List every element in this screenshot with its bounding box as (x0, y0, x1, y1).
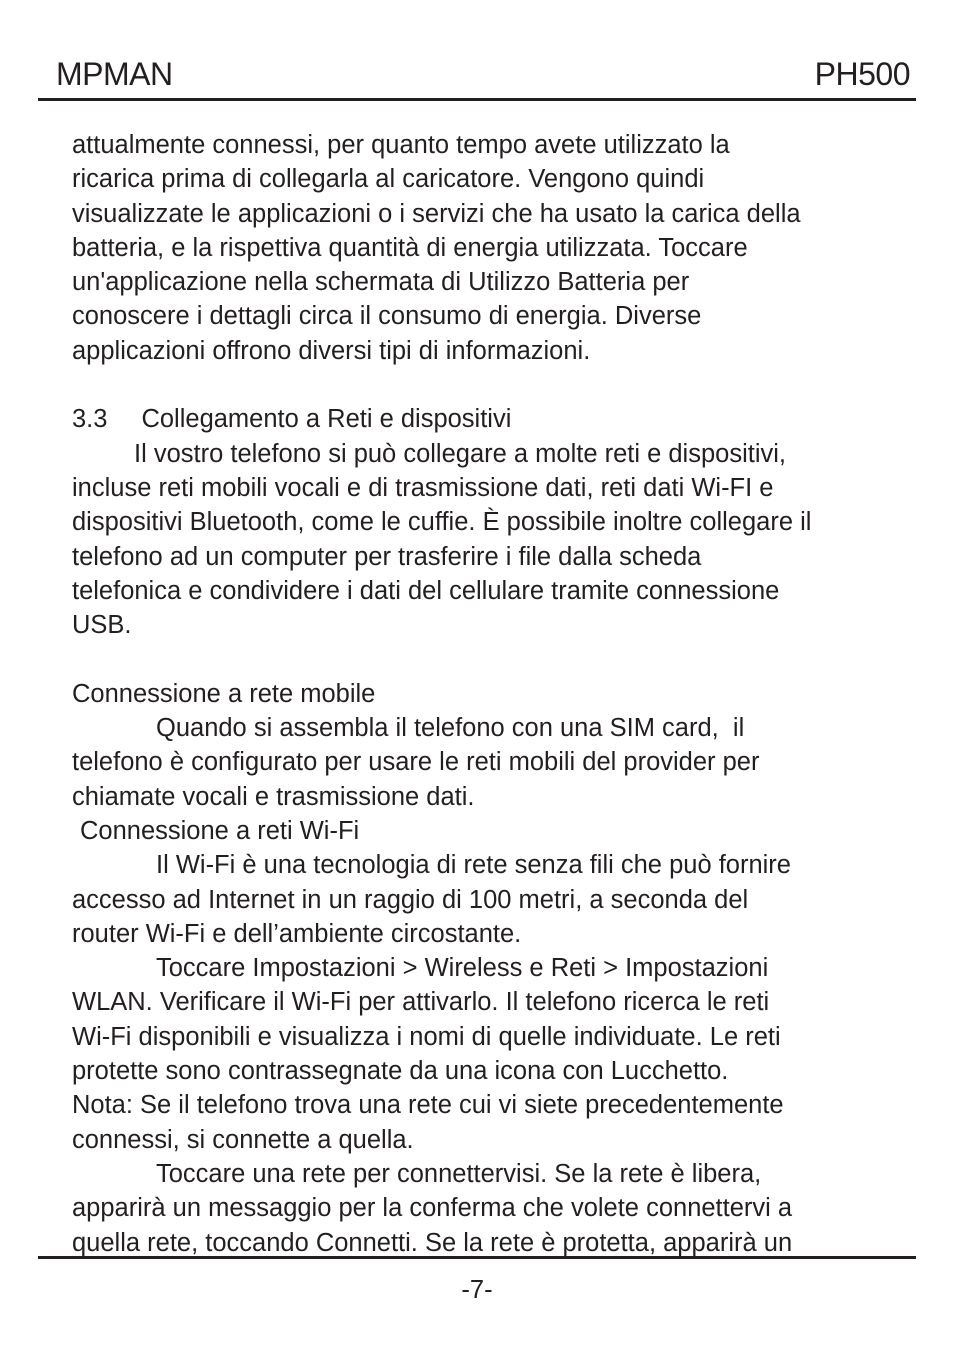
text-line: ricarica prima di collegarla al caricatore. Vengono quindi (72, 165, 705, 194)
section-heading (72, 402, 902, 436)
text-line: visualizzate le applicazioni o i servizi che ha usato la carica della (72, 199, 801, 228)
text-line: router Wi-Fi e dell’ambiente circostante. (72, 919, 522, 948)
text-line: conoscere i dettagli circa il consumo di energia. Diverse (72, 302, 702, 331)
paragraph-battery-usage (72, 128, 902, 368)
model-name: PH500 (814, 56, 910, 92)
text-line: Wi-Fi disponibili e visualizza i nomi di quelle individuate. Le reti (72, 1022, 781, 1051)
paragraph-wifi-intro (72, 848, 902, 951)
page-header (38, 54, 916, 96)
paragraph-gap (72, 642, 902, 676)
text-line: dispositivi Bluetooth, come le cuffie. È possibile inoltre collegare il (72, 508, 812, 537)
text-line: accesso ad Internet in un raggio di 100 metri, a seconda del (72, 885, 749, 914)
text-line: batteria, e la rispettiva quantità di energia utilizzata. Toccare (72, 233, 748, 262)
text-line: connessi, si connette a quella. (72, 1125, 414, 1154)
text-line: applicazioni offrono diversi tipi di informazioni. (72, 336, 591, 365)
text-line: USB. (72, 611, 132, 640)
subheading-mobile-network: Connessione a rete mobile (72, 679, 376, 708)
page-body (72, 128, 902, 1260)
brand-name: MPMAN (56, 56, 173, 92)
text-line: apparirà un messaggio per la conferma che volete connettervi a (72, 1194, 793, 1223)
text-line: attualmente connessi, per quanto tempo avete utilizzato la (72, 131, 730, 159)
paragraph-gap (72, 368, 902, 402)
paragraph-wifi-connect (72, 1157, 902, 1260)
text-line: telefonica e condividere i dati del cellulare tramite connessione (72, 576, 780, 605)
text-line: telefono è configurato per usare le reti mobili del provider per (72, 748, 760, 777)
text-line: quella rete, toccando Connetti. Se la rete è protetta, apparirà un (72, 1228, 793, 1257)
paragraph-wifi-settings (72, 951, 902, 1157)
footer-rule (38, 1256, 916, 1259)
text-line: Nota: Se il telefono trova una rete cui vi siete precedentemente (72, 1091, 784, 1120)
header-rule (38, 98, 916, 101)
text-line: incluse reti mobili vocali e di trasmissione dati, reti dati Wi-FI e (72, 473, 774, 502)
section-number: 3.3 (72, 405, 108, 434)
text-line: un'applicazione nella schermata di Utilizzo Batteria per (72, 268, 690, 297)
page-number: -7- (461, 1276, 493, 1304)
section-title: Collegamento a Reti e dispositivi (141, 405, 512, 434)
text-line: Il Wi-Fi è una tecnologia di rete senza fili che può fornire (156, 851, 791, 880)
text-line: telefono ad un computer per trasferire i file dalla scheda (72, 542, 702, 571)
text-line: chiamate vocali e trasmissione dati. (72, 782, 475, 811)
paragraph-mobile-network (72, 711, 902, 814)
text-line: Toccare Impostazioni > Wireless e Reti > Impostazioni (156, 954, 769, 983)
text-line: Il vostro telefono si può collegare a molte reti e dispositivi, (134, 439, 786, 468)
text-line: protette sono contrassegnate da una icona con Lucchetto. (72, 1057, 729, 1086)
subheading-wifi: Connessione a reti Wi-Fi (80, 816, 360, 845)
text-line: Toccare una rete per connettervisi. Se la rete è libera, (156, 1159, 762, 1188)
text-line: WLAN. Verificare il Wi-Fi per attivarlo. Il telefono ricerca le reti (72, 988, 770, 1017)
paragraph-networks-intro (72, 437, 902, 643)
text-line: Quando si assembla il telefono con una SIM card, il (156, 714, 745, 743)
